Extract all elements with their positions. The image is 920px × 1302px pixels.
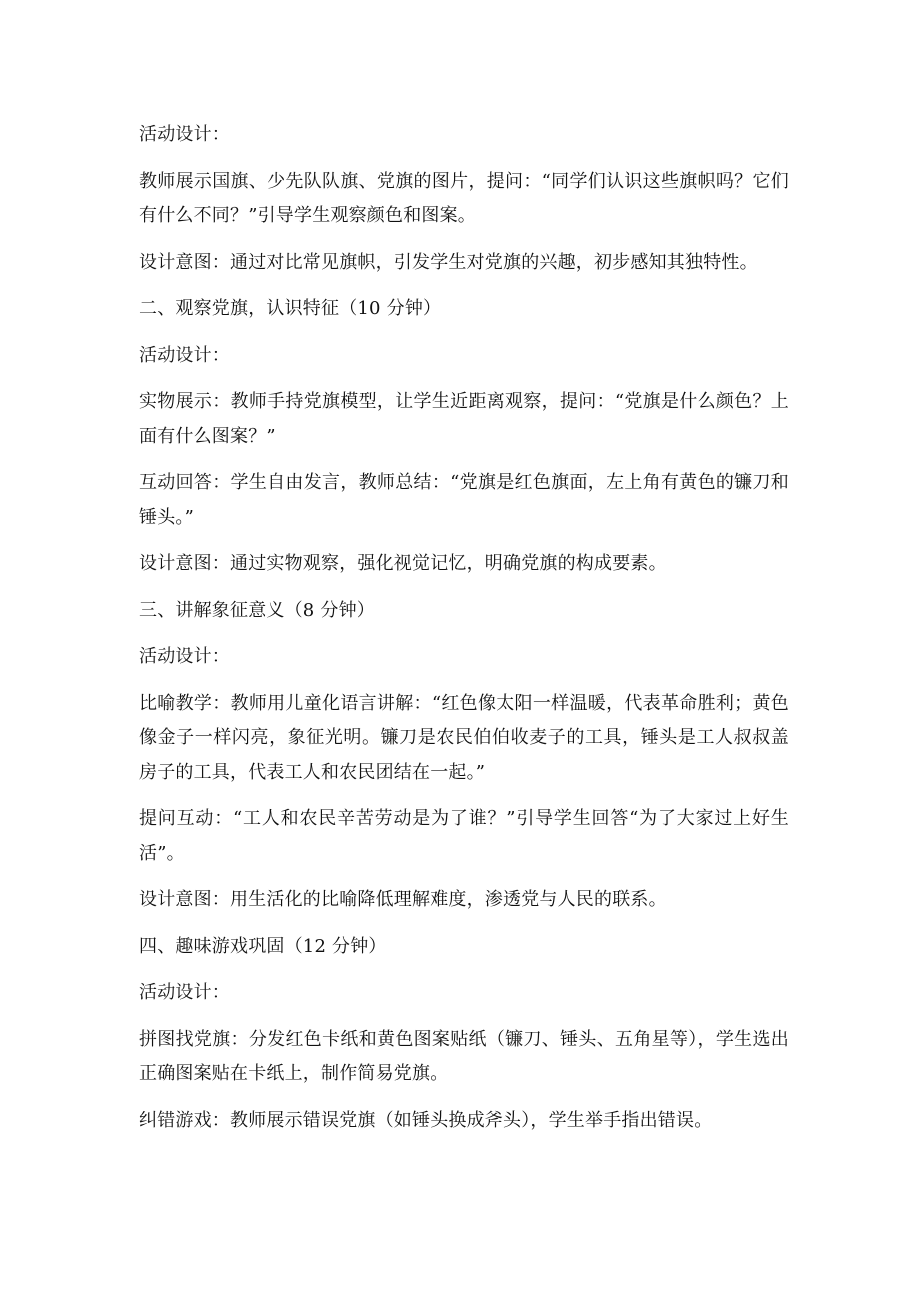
section-heading-symbolism: 三、讲解象征意义（8 分钟） xyxy=(139,599,375,621)
paragraph-design-intent: 设计意图：用生活化的比喻降低理解难度，渗透党与人民的联系。 xyxy=(139,889,667,910)
paragraph-error-game: 纠错游戏：教师展示错误党旗（如锤头换成斧头），学生举手指出错误。 xyxy=(139,1109,713,1131)
paragraph-metaphor-teaching: 比喻教学：教师用儿童化语言讲解：“红色像太阳一样温暖，代表革命胜利；黄色像金子一样闪亮，象征光明。镰刀是农民伯伯收麦子的工具，锤头是工人叔叔盖房子的工具，代表工人和农民团结在一起。” xyxy=(139,692,789,783)
paragraph-object-display: 实物展示：教师手持党旗模型，让学生近距离观察，提问：“党旗是什么颜色？上面有什么图案？” xyxy=(139,391,789,447)
activity-design-label: 活动设计： xyxy=(139,344,230,366)
paragraph-puzzle-game: 拼图找党旗：分发红色卡纸和黄色图案贴纸（镰刀、锤头、五角星等），学生选出正确图案贴在卡纸上，制作简易党旗。 xyxy=(139,1028,789,1084)
paragraph-design-intent: 设计意图：通过对比常见旗帜，引发学生对党旗的兴趣，初步感知其独特性。 xyxy=(139,251,758,273)
section-heading-observe-flag: 二、观察党旗，认识特征（10 分钟） xyxy=(139,298,442,319)
activity-design-label: 活动设计： xyxy=(139,646,230,667)
activity-design-label: 活动设计： xyxy=(139,124,230,145)
paragraph-question-interaction: 提问互动：“工人和农民辛苦劳动是为了谁？”引导学生回答“为了大家过上好生活”。 xyxy=(139,808,789,864)
paragraph-flag-comparison: 教师展示国旗、少先队队旗、党旗的图片，提问：“同学们认识这些旗帜吗？它们有什么不同？”引导学生观察颜色和图案。 xyxy=(139,170,789,226)
section-heading-games: 四、趣味游戏巩固（12 分钟） xyxy=(139,935,387,957)
paragraph-design-intent: 设计意图：通过实物观察，强化视觉记忆，明确党旗的构成要素。 xyxy=(139,553,667,574)
document-body xyxy=(139,118,789,1150)
activity-design-label: 活动设计： xyxy=(139,982,230,1003)
paragraph-interactive-answer: 互动回答：学生自由发言，教师总结：“党旗是红色旗面，左上角有黄色的镰刀和锤头。” xyxy=(139,472,789,528)
